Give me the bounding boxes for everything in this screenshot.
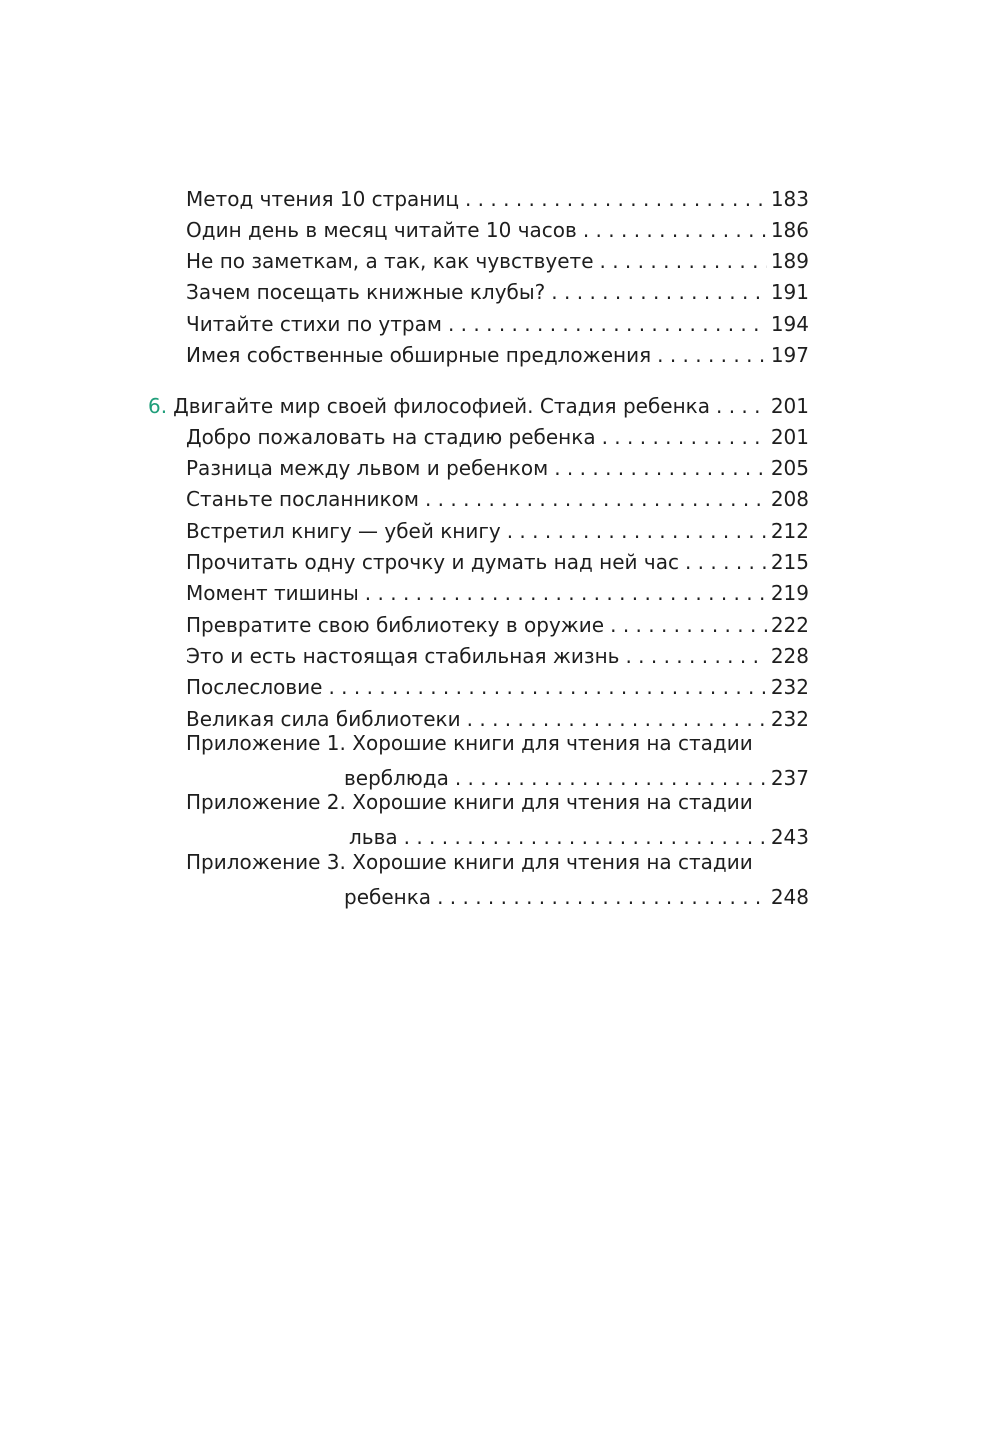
appendix-title: Приложение 3. Хорошие книги для чтения на стадии — [186, 850, 753, 874]
dot-leader — [551, 280, 767, 304]
toc-entry-title: Зачем посещать книжные клубы? — [186, 280, 546, 304]
toc-entry-page: 212 — [770, 519, 809, 543]
toc-entry — [186, 512, 809, 543]
toc-entry — [186, 418, 809, 449]
chapter-page: 201 — [770, 394, 809, 418]
chapter-title: Двигайте мир своей философией. Стадия ребенка — [173, 394, 710, 418]
appendix-title-continuation: льва — [349, 825, 398, 849]
dot-leader — [467, 707, 767, 731]
toc-appendix-line1 — [186, 731, 809, 762]
toc-entry-title: Разница между львом и ребенком — [186, 456, 549, 480]
dot-leader — [602, 425, 767, 449]
toc-entry-title: Один день в месяц читайте 10 часов — [186, 218, 577, 242]
toc-entry — [186, 480, 809, 511]
toc-entry-title: Читайте стихи по утрам — [186, 312, 442, 336]
toc-entry — [186, 637, 809, 668]
toc-appendix-line2 — [349, 818, 809, 849]
toc-entry-title: Метод чтения 10 страниц — [186, 187, 459, 211]
toc-entry-page: 232 — [770, 675, 809, 699]
dot-leader — [425, 487, 767, 511]
toc-entry-title: Не по заметкам, а так, как чувствуете — [186, 249, 594, 273]
toc-entry-title: Имея собственные обширные предложения — [186, 343, 652, 367]
toc-entry — [186, 180, 809, 211]
dot-leader — [685, 550, 767, 574]
toc-entry — [186, 700, 809, 731]
toc-entry-page: 222 — [770, 613, 809, 637]
dot-leader — [600, 249, 767, 273]
toc-entry-page: 228 — [770, 644, 809, 668]
chapter-number: 6. — [148, 394, 168, 418]
dot-leader — [554, 456, 767, 480]
toc-entry-page: 183 — [770, 187, 809, 211]
toc-entry-page: 194 — [770, 312, 809, 336]
appendix-page: 248 — [770, 885, 809, 909]
toc-appendix-line1 — [186, 790, 809, 821]
toc-entry-title: Послесловие — [186, 675, 323, 699]
dot-leader — [328, 675, 766, 699]
dot-leader — [610, 613, 767, 637]
appendix-title-continuation: верблюда — [344, 766, 449, 790]
toc-entry-page: 205 — [770, 456, 809, 480]
toc-entry-page: 201 — [770, 425, 809, 449]
toc-entry-title: Превратите свою библиотеку в оружие — [186, 613, 605, 637]
toc-entry-title: Прочитать одну строчку и думать над ней час — [186, 550, 679, 574]
toc-entry-title: Добро пожаловать на стадию ребенка — [186, 425, 596, 449]
toc-entry-page: 219 — [770, 581, 809, 605]
dot-leader — [625, 644, 766, 668]
dot-leader — [583, 218, 767, 242]
toc-entry — [186, 449, 809, 480]
appendix-page: 237 — [770, 766, 809, 790]
toc-entry-title: Станьте посланником — [186, 487, 419, 511]
dot-leader — [455, 766, 767, 790]
dot-leader — [657, 343, 767, 367]
dot-leader — [365, 581, 767, 605]
toc-entry-title: Момент тишины — [186, 581, 359, 605]
toc-entry-page: 197 — [770, 343, 809, 367]
toc-entry-page: 232 — [770, 707, 809, 731]
toc-entry-page: 215 — [770, 550, 809, 574]
toc-entry — [186, 606, 809, 637]
toc-entry — [186, 273, 809, 304]
appendix-page: 243 — [770, 825, 809, 849]
appendix-title-continuation: ребенка — [344, 885, 432, 909]
toc-entry-title: Встретил книгу — убей книгу — [186, 519, 501, 543]
toc-appendix-line1 — [186, 850, 809, 881]
toc-entry-page: 189 — [770, 249, 809, 273]
dot-leader — [716, 394, 767, 418]
toc-entry — [186, 242, 809, 273]
toc-entry — [186, 305, 809, 336]
toc-entry — [186, 336, 809, 367]
toc-entry — [186, 574, 809, 605]
toc-chapter-heading — [148, 387, 809, 418]
toc-appendix-line2 — [344, 878, 809, 909]
toc-entry — [186, 211, 809, 242]
toc-entry — [186, 543, 809, 574]
toc-entry-page: 191 — [770, 280, 809, 304]
toc-entry-page: 208 — [770, 487, 809, 511]
toc-entry-title: Это и есть настоящая стабильная жизнь — [186, 644, 620, 668]
toc-appendix-line2 — [344, 759, 809, 790]
dot-leader — [465, 187, 767, 211]
toc-entry-page: 186 — [770, 218, 809, 242]
toc-entry-title: Великая сила библиотеки — [186, 707, 461, 731]
dot-leader — [448, 312, 767, 336]
appendix-title: Приложение 1. Хорошие книги для чтения на стадии — [186, 731, 753, 755]
appendix-title: Приложение 2. Хорошие книги для чтения на стадии — [186, 790, 753, 814]
toc-entry — [186, 668, 809, 699]
dot-leader — [507, 519, 767, 543]
dot-leader — [437, 885, 767, 909]
dot-leader — [404, 825, 767, 849]
